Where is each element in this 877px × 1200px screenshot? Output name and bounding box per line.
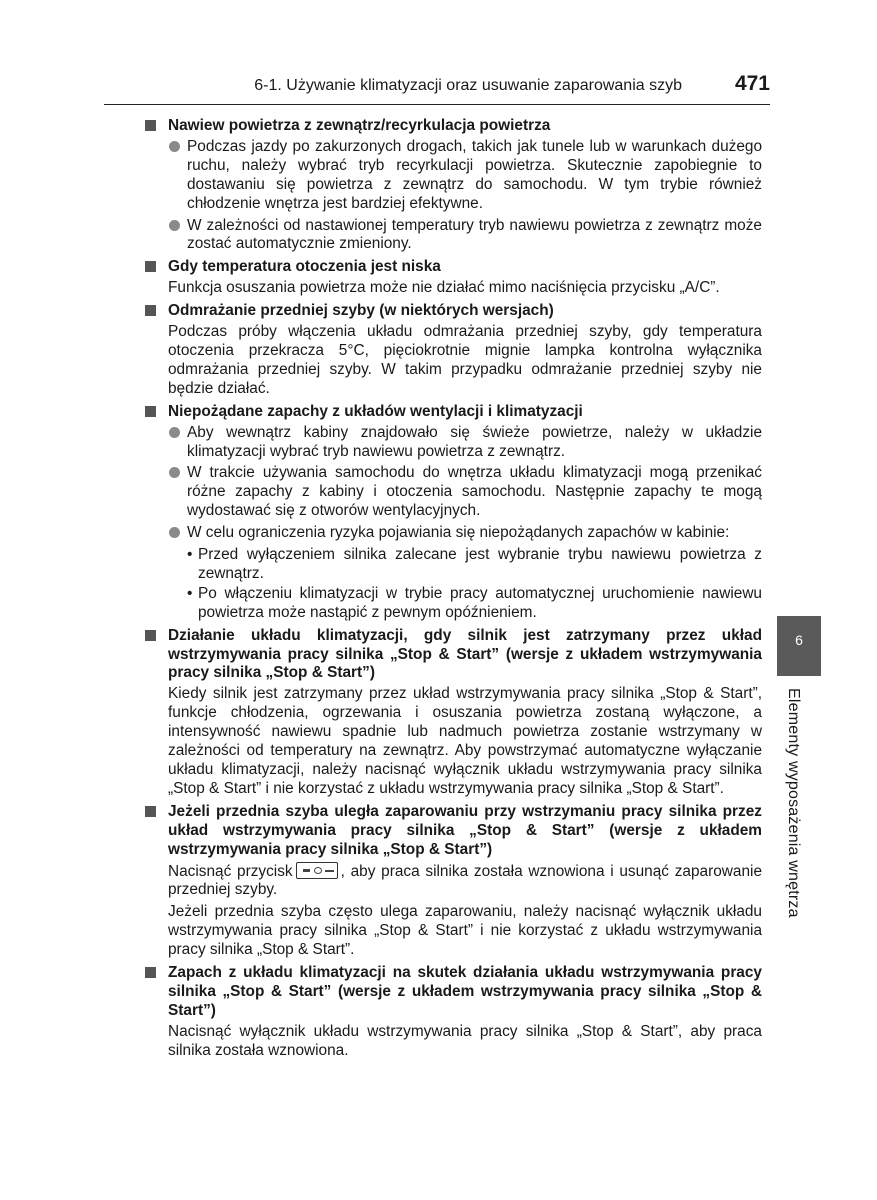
- section-air-intake: [145, 117, 762, 254]
- chapter-label: Elementy wyposażenia wnętrza: [785, 688, 802, 918]
- chapter-tab: [777, 616, 821, 676]
- small-bullet-icon: •: [187, 584, 193, 602]
- sub-list-item: • Po włączeniu klimatyzacji w trybie pracy automatycznej uruchomienie nawiewu powietrza może nastąpić z pewnym opóźnieniem.: [187, 584, 762, 621]
- square-bullet-icon: [145, 305, 156, 316]
- list-item: W zależności od nastawionej temperatury tryb nawiewu powietrza z zewnątrz może zostać automatycznie zmieniony.: [145, 217, 762, 255]
- section-text: Funkcja osuszania powietrza może nie działać mimo naciśnięcia przycisku „A/C”.: [168, 279, 720, 297]
- chapter-number: 6: [795, 632, 803, 648]
- round-bullet-icon: [169, 427, 180, 438]
- round-bullet-icon: [169, 527, 180, 538]
- square-bullet-icon: [145, 630, 156, 641]
- section-text: Jeżeli przednia szyba często ulega zaparowaniu, należy nacisnąć wyłącznik układu wstrzymywania pracy silnika „Stop & Start” i nie korzystać z układu wstrzymywania pracy silnika „Stop & Start”.: [168, 903, 762, 959]
- defroster-button-icon: [296, 862, 338, 879]
- section-title: Niepożądane zapachy z układów wentylacji i klimatyzacji: [168, 402, 583, 420]
- section-title: Działanie układu klimatyzacji, gdy silnik jest zatrzymany przez układ wstrzymywania pracy silnika „Stop & Start” (wersje z układem wstrzymywania pracy silnika „Stop & Start”): [168, 626, 762, 682]
- section-title: Odmrażanie przedniej szyby (w niektórych wersjach): [168, 302, 554, 320]
- square-bullet-icon: [145, 806, 156, 817]
- round-bullet-icon: [169, 141, 180, 152]
- square-bullet-icon: [145, 261, 156, 272]
- section-title: Nawiew powietrza z zewnątrz/recyrkulacja powietrza: [168, 117, 551, 134]
- small-bullet-icon: •: [187, 546, 193, 564]
- round-bullet-icon: [169, 220, 180, 231]
- section-title: Gdy temperatura otoczenia jest niska: [168, 258, 441, 276]
- square-bullet-icon: [145, 967, 156, 978]
- section-text: Podczas próby włączenia układu odmrażania przedniej szyby, gdy temperatura otoczenia przekracza 5°C, pięciokrotnie mignie lampka kontrolna wyłącznika odmrażania przedniej szyby. W takim przypadku odmrażanie przedniej szyby nie będzie działać.: [168, 323, 762, 397]
- list-item: Aby wewnątrz kabiny znajdowało się świeże powietrze, należy w układzie klimatyzacji wybrać tryb nawiewu powietrza z zewnątrz.: [145, 424, 762, 462]
- header-title: 6-1. Używanie klimatyzacji oraz usuwanie zaparowania szyb: [254, 77, 682, 94]
- list-item: W celu ograniczenia ryzyka pojawiania się niepożądanych zapachów w kabinie:: [145, 524, 762, 543]
- section-title: Jeżeli przednia szyba uległa zaparowaniu przy wstrzymaniu pracy silnika przez układ wstrzymywania pracy silnika „Stop & Start” (wersje z układem wstrzymywania pracy silnika „Stop & Start”): [168, 802, 762, 858]
- page-content: [145, 117, 762, 1065]
- section-title: Zapach z układu klimatyzacji na skutek działania układu wstrzymywania pracy silnika „Stop & Start” (wersje z układem wstrzymywania pracy silnika „Stop & Start”): [168, 964, 762, 1019]
- section-stop-start-fog: [145, 803, 762, 960]
- section-windshield-deicer: [145, 302, 762, 399]
- section-text: Kiedy silnik jest zatrzymany przez układ wstrzymywania pracy silnika „Stop & Start”, funkcje chłodzenia, ogrzewania i osuszania powietrza zostaną wyłączone, a intensywność nawiewu spadnie lub nadmuch powietrza zostanie wstrzymany w zależności od temperatury na zewnątrz. Aby powstrzymać automatyczne wyłączanie układu klimatyzacji, należy nacisnąć wyłącznik układu wstrzymywania pracy silnika „Stop & Start” i nie korzystać z układu wstrzymywania pracy silnika „Stop & Start”.: [168, 685, 762, 797]
- section-stop-start-ac: [145, 627, 762, 799]
- page-header: [104, 74, 770, 105]
- section-stop-start-odor: [145, 964, 762, 1061]
- page-number: 471: [734, 72, 770, 95]
- list-item: Podczas jazdy po zakurzonych drogach, takich jak tunele lub w warunkach dużego ruchu, należy wybrać tryb recyrkulacji powietrza. Skutecznie zapobiegnie to dostawaniu się powietrza z zewnątrz do samochodu. W tym trybie również chłodzenie wnętrza jest bardziej efektywne.: [145, 138, 762, 214]
- section-low-temperature: [145, 258, 762, 298]
- section-odors: [145, 403, 762, 623]
- round-bullet-icon: [169, 467, 180, 478]
- list-item: W trakcie używania samochodu do wnętrza układu klimatyzacji mogą przenikać różne zapachy z kabiny i otoczenia samochodu. Następnie zapachy te mogą wydostawać się z otworów wentylacyjnych.: [145, 464, 762, 521]
- sub-list-item: • Przed wyłączeniem silnika zalecane jest wybranie trybu nawiewu powietrza z zewnątrz.: [187, 546, 762, 582]
- square-bullet-icon: [145, 406, 156, 417]
- section-text: Nacisnąć przycisk , aby praca silnika została wznowiona i usunąć zaparowanie przedniej szyby.: [168, 862, 762, 899]
- section-text: Nacisnąć wyłącznik układu wstrzymywania pracy silnika „Stop & Start”, aby praca silnika została wznowiona.: [168, 1022, 762, 1059]
- square-bullet-icon: [145, 120, 156, 131]
